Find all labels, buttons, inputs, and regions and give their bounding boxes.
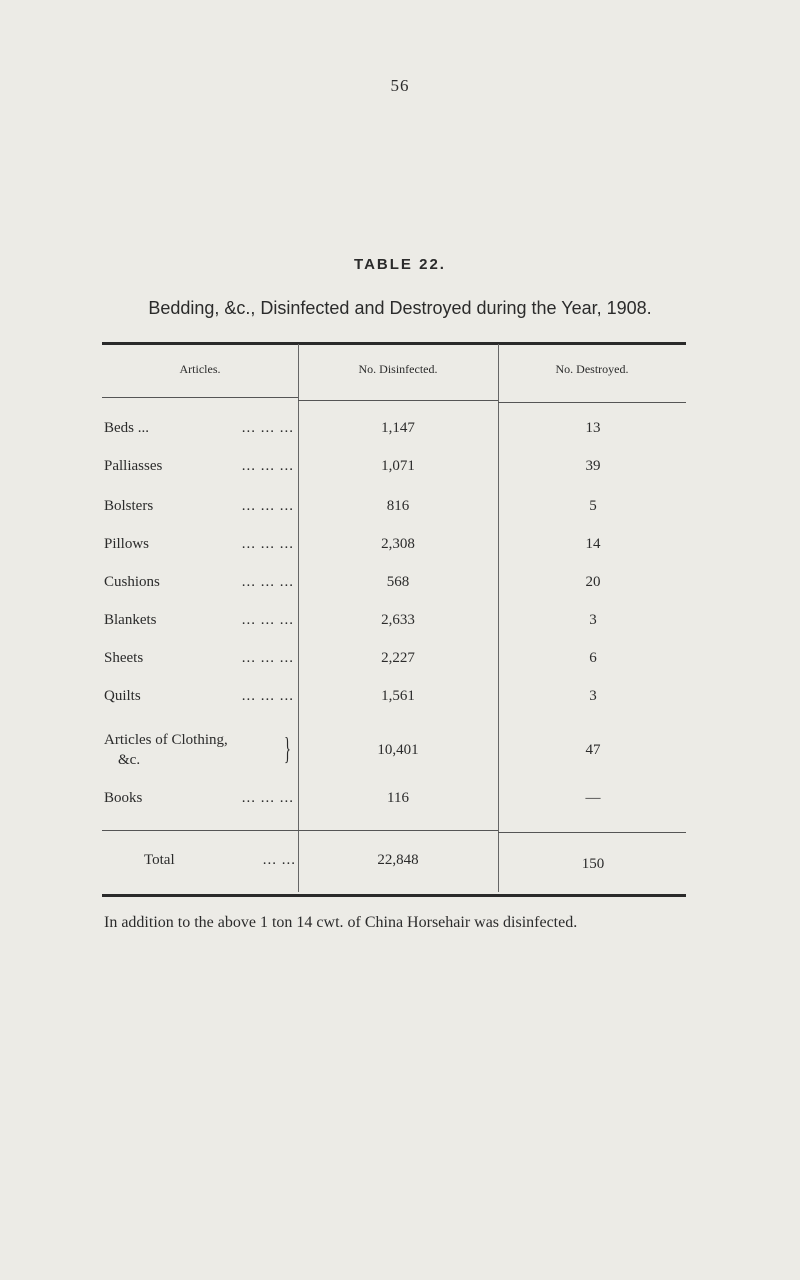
table-row (102, 572, 686, 600)
table-title: Bedding, &c., Disinfected and Destroyed during the Year, 1908. (148, 298, 652, 318)
disinfected-cell: 1,147 (381, 420, 415, 436)
destroyed-cell: 3 (589, 688, 597, 704)
table-top-rule (102, 342, 686, 345)
article-cell (104, 534, 300, 554)
leader-dots: ... ... ... (241, 688, 294, 704)
table-row (102, 418, 686, 446)
leader-dots: ... ... ... (241, 650, 294, 666)
header-disinfected: No. Disinfected. (358, 362, 438, 376)
footnote: In addition to the above 1 ton 14 cwt. of China Horsehair was disinfected. (104, 914, 578, 931)
table-row (102, 686, 686, 714)
disinfected-cell: 1,071 (381, 458, 415, 474)
destroyed-cell: — (585, 790, 601, 806)
leader-dots: ... ... ... (241, 574, 294, 590)
destroyed-cell: 3 (589, 612, 597, 628)
destroyed-cell: 14 (585, 536, 601, 552)
total-rule-left (102, 830, 498, 831)
destroyed-cell: 13 (585, 420, 601, 436)
article-cell (104, 610, 300, 630)
table-row (102, 730, 686, 774)
destroyed-cell: 39 (585, 458, 601, 474)
table-bottom-rule (102, 894, 686, 897)
brace-icon: } (284, 730, 291, 766)
header-articles: Articles. (179, 362, 221, 376)
header-rule-articles (102, 397, 298, 398)
leader-dots: ... ... ... (241, 420, 294, 436)
article-cell (104, 456, 300, 476)
article-name: Sheets (104, 650, 147, 666)
article-cell (104, 496, 300, 516)
table-row (102, 456, 686, 484)
article-name: Beds ... (104, 420, 153, 436)
leader-dots: ... ... ... (241, 498, 294, 514)
header-rule-disinfected (298, 400, 498, 401)
disinfected-cell: 2,227 (381, 650, 415, 666)
disinfected-cell: 816 (386, 498, 410, 514)
leader-dots: ... ... ... (241, 612, 294, 628)
header-rule-destroyed (498, 402, 686, 403)
leader-dots: ... ... ... (241, 458, 294, 474)
article-name: Pillows (104, 536, 153, 552)
header-destroyed: No. Destroyed. (555, 362, 629, 376)
disinfected-cell: 116 (387, 790, 409, 806)
article-name: Palliasses (104, 458, 166, 474)
article-cell (104, 648, 300, 668)
article-name-continued: &c. (118, 752, 141, 768)
leader-dots: ... ... ... (241, 536, 294, 552)
destroyed-cell: 20 (585, 574, 601, 590)
bedding-table (102, 342, 686, 900)
article-cell (104, 418, 300, 438)
disinfected-cell: 2,308 (381, 536, 415, 552)
article-cell (104, 730, 282, 770)
leader-dots: ... ... (262, 852, 296, 868)
article-name: Books (104, 790, 146, 806)
article-name: Bolsters (104, 498, 157, 514)
table-label: TABLE 22. (354, 256, 446, 273)
article-name: Blankets (104, 612, 161, 628)
table-row (102, 610, 686, 638)
total-label: Total (144, 852, 179, 868)
table-row (102, 496, 686, 524)
table-row (102, 534, 686, 562)
destroyed-cell: 6 (589, 650, 597, 666)
table-row (102, 788, 686, 816)
disinfected-cell: 1,561 (381, 688, 415, 704)
disinfected-cell: 568 (386, 574, 410, 590)
total-row (102, 850, 686, 878)
total-rule-right (498, 832, 686, 833)
disinfected-cell: 2,633 (381, 612, 415, 628)
total-destroyed: 150 (581, 856, 605, 872)
destroyed-cell: 47 (585, 742, 601, 758)
article-cell (104, 788, 300, 808)
total-disinfected: 22,848 (377, 852, 419, 868)
disinfected-cell: 10,401 (377, 742, 419, 758)
table-row (102, 648, 686, 676)
total-label-cell (104, 850, 302, 870)
leader-dots: ... ... ... (241, 790, 294, 806)
article-name: Cushions (104, 574, 164, 590)
article-cell (104, 686, 300, 706)
article-name: Articles of Clothing, (104, 732, 228, 748)
article-name: Quilts (104, 688, 145, 704)
article-cell (104, 572, 300, 592)
destroyed-cell: 5 (589, 498, 597, 514)
page-number: 56 (390, 76, 410, 95)
